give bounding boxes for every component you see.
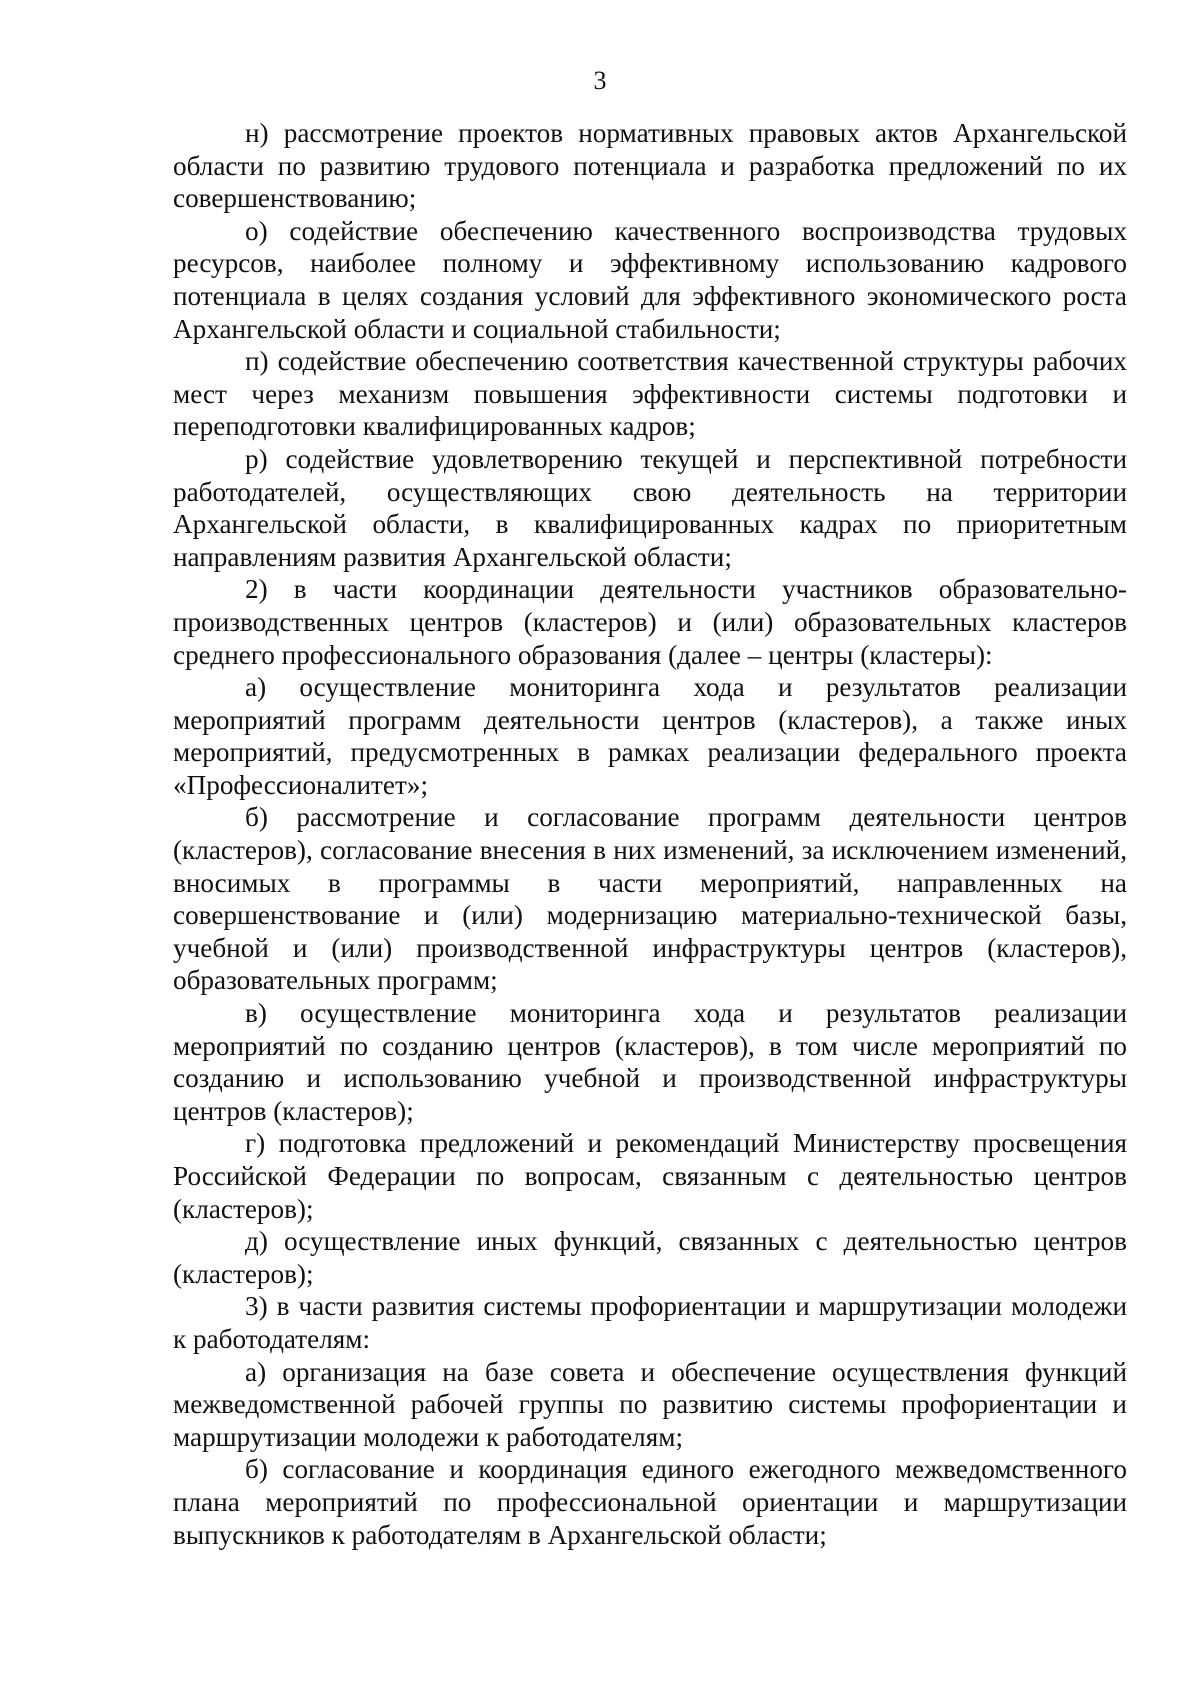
paragraph-2b: б) рассмотрение и согласование программ деятельности центров (кластеров), согласование внесения в них изменений, за исключением изменений, вносимых в программы в части мероприятий, направленных на совершенствование и (или) модернизацию материально-технической базы, учебной и (или) производственной инфраструктуры центров (кластеров), образовательных программ; [173, 802, 1127, 996]
paragraph-n: н) рассмотрение проектов нормативных правовых актов Архангельской области по развитию трудового потенциала и разработка предложений по их совершенствованию; [173, 118, 1127, 214]
paragraph-2v: в) осуществление мониторинга хода и результатов реализации мероприятий по созданию центров (кластеров), в том числе мероприятий по созданию и использованию учебной и производственной инфраструктуры центров (кластеров); [173, 998, 1127, 1126]
paragraph-3a: а) организация на базе совета и обеспечение осуществления функций межведомственной рабочей группы по развитию системы профориентации и маршрутизации молодежи к работодателям; [173, 1356, 1127, 1452]
paragraph-2g: г) подготовка предложений и рекомендаций Министерству просвещения Российской Федерации по вопросам, связанным с деятельностью центров (кластеров); [173, 1128, 1127, 1224]
paragraph-2a: а) осуществление мониторинга хода и результатов реализации мероприятий программ деятельности центров (кластеров), а также иных мероприятий, предусмотренных в рамках реализации федерального проекта «Профессионалитет»; [173, 672, 1127, 800]
paragraph-2: 2) в части координации деятельности участников образовательно-производственных центров (кластеров) и (или) образовательных кластеров среднего профессионального образования (далее – центры (кластеры): [173, 574, 1127, 670]
page-number: 3 [593, 66, 607, 95]
paragraph-o: о) содействие обеспечению качественного воспроизводства трудовых ресурсов, наиболее полному и эффективному использованию кадрового потенциала в целях создания условий для эффективного экономического роста Архангельской области и социальной стабильности; [173, 215, 1127, 344]
paragraph-3: 3) в части развития системы профориентации и маршрутизации молодежи к работодателям: [173, 1291, 1127, 1354]
paragraph-p: п) содействие обеспечению соответствия качественной структуры рабочих мест через механизм повышения эффективности системы подготовки и переподготовки квалифицированных кадров; [173, 346, 1127, 442]
paragraph-r: р) содействие удовлетворению текущей и перспективной потребности работодателей, осуществляющих свою деятельность на территории Архангельской области, в квалифицированных кадрах по приоритетным направлениям развития Архангельской области; [173, 443, 1127, 572]
paragraph-2d: д) осуществление иных функций, связанных с деятельностью центров (кластеров); [173, 1226, 1127, 1289]
paragraph-3b: б) согласование и координация единого ежегодного межведомственного плана мероприятий по профессиональной ориентации и маршрутизации выпускников к работодателям в Архангельской области; [173, 1454, 1127, 1550]
document-body [173, 117, 1127, 1551]
